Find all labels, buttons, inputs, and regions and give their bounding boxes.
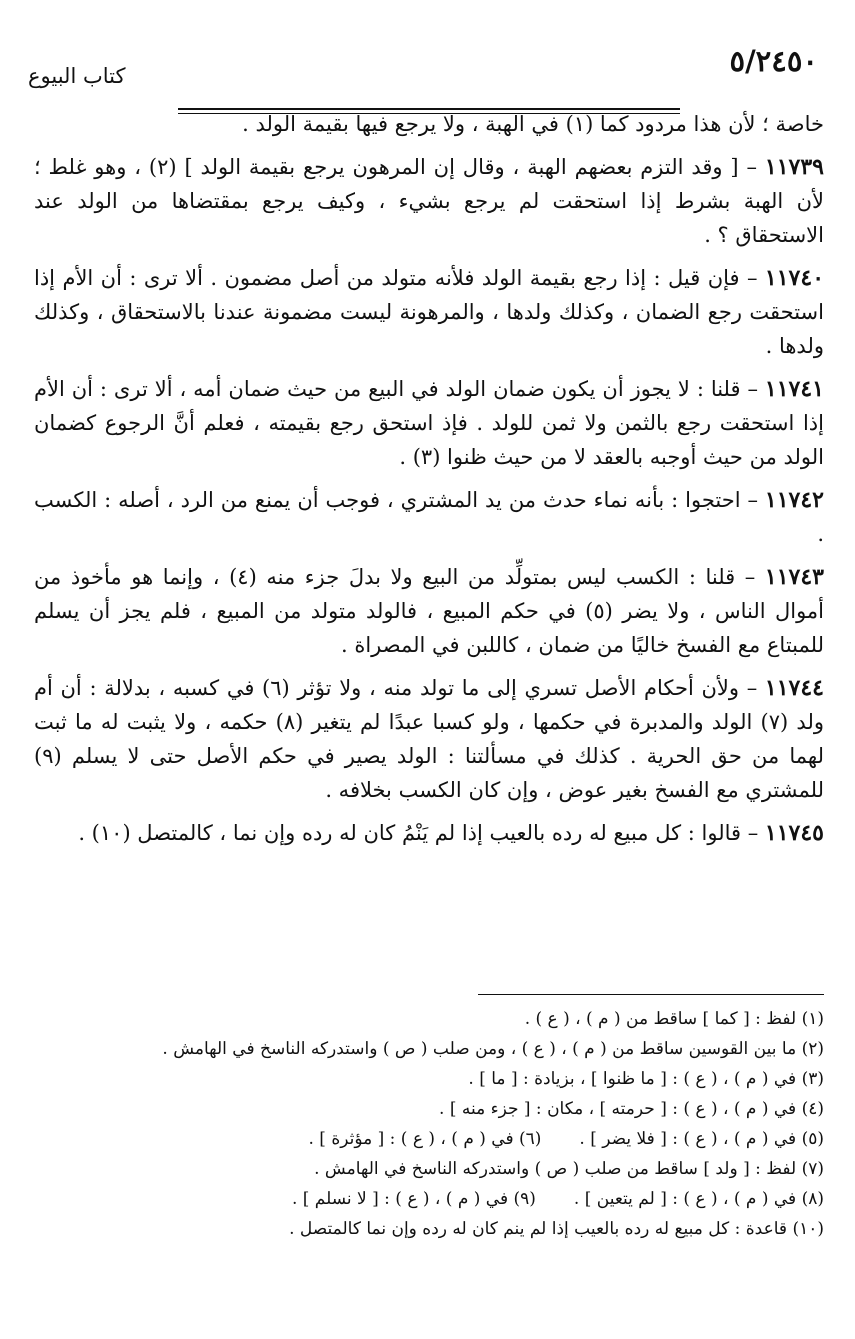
- footnote: (١٠) قاعدة : كل مبيع له رده بالعيب إذا لم ينم كان له رده وإن نما كالمتصل .: [289, 1219, 824, 1239]
- paragraph-text: خاصة ؛ لأن هذا مردود كما (١) في الهبة ، ولا يرجع فيها بقيمة الولد .: [242, 112, 824, 136]
- paragraph-text: – قلنا : الكسب ليس بمتولِّد من البيع ولا بدلَ جزء منه (٤) ، وإنما هو مأخوذ من أموال الناس ، ولا يضر (٥) في حكم المبيع ، فالولد متولد من المبيع ، فلم يجز أن يسلم للمبتاع مع الفسخ خاليًا من ضمان ، كاللبن في المصراة .: [34, 565, 824, 657]
- paragraph-text: – قالوا : كل مبيع له رده بالعيب إذا لم يَنْمُ كان له رده وإن نما ، كالمتصل (١٠) .: [78, 821, 765, 845]
- footnote: (٢) ما بين القوسين ساقط من ( م ) ، ( ع ) ، ومن صلب ( ص ) واستدركه الناسخ في الهامش .: [162, 1039, 824, 1059]
- main-text: [34, 107, 824, 859]
- paragraph: [34, 560, 824, 662]
- paragraph-number: ١١٧٤٣: [764, 564, 824, 590]
- paragraph: [34, 261, 824, 363]
- paragraph-text: – قلنا : لا يجوز أن يكون ضمان الولد في البيع من حيث ضمان أمه ، ألا ترى : أن الأم إذا استحقت رجع بالثمن ولا ثمن للولد . فإذ استحق رجع بقيمته ، فعلم أنَّ الرجوع كضمان الولد من حيث أوجبه بالعقد لا من حيث ظنوا (٣) .: [34, 377, 824, 469]
- page-number: ٥/٢٤٥٠: [729, 44, 818, 78]
- paragraph-number: ١١٧٤٠: [764, 265, 825, 291]
- paragraph-text: – ولأن أحكام الأصل تسري إلى ما تولد منه ، ولا تؤثر (٦) في كسبه ، بدلالة : أن أم ولد (٧) الولد والمدبرة في حكمها ، ولو كسبا عبدًا لم يتغير (٨) حكمه ، ولا يثبت له ما ثبت لهما من حق الحرية . كذلك في مسألتنا : الولد يصير في حكم الأصل حتى لا يسلم (٩) للمشتري مع الفسخ بغير عوض ، وإن كان الكسب بخلافه .: [34, 676, 824, 802]
- footnote: (٧) لفظ : [ ولد ] ساقط من صلب ( ص ) واستدركه الناسخ في الهامش .: [314, 1159, 824, 1179]
- paragraph-number: ١١٧٣٩: [764, 154, 824, 180]
- paragraph-number: ١١٧٤٤: [764, 675, 824, 701]
- paragraph-number: ١١٧٤٥: [764, 820, 824, 846]
- footnote: (٨) في ( م ) ، ( ع ) : [ لم يتعين ] .: [573, 1189, 824, 1209]
- paragraph: [34, 372, 824, 474]
- paragraph-text: – احتجوا : بأنه نماء حدث من يد المشتري ، فوجب أن يمنع من الرد ، أصله : الكسب .: [34, 488, 824, 546]
- paragraph: [34, 483, 824, 551]
- paragraph: [34, 150, 824, 252]
- footnote: (٦) في ( م ) ، ( ع ) : [ مؤثرة ] .: [308, 1129, 542, 1149]
- paragraph-number: ١١٧٤١: [764, 376, 824, 402]
- footnote: (٥) في ( م ) ، ( ع ) : [ فلا يضر ] .: [579, 1129, 824, 1149]
- footnote: (٤) في ( م ) ، ( ع ) : [ حرمته ] ، مكان : [ جزء منه ] .: [439, 1099, 824, 1119]
- paragraph: [34, 671, 824, 807]
- footnote: (٣) في ( م ) ، ( ع ) : [ ما ظنوا ] ، بزيادة : [ ما ] .: [468, 1069, 824, 1089]
- book-title: كتاب البيوع: [28, 64, 126, 88]
- footnote: (١) لفظ : [ كما ] ساقط من ( م ) ، ( ع ) .: [524, 1009, 824, 1029]
- footnote-separator: [478, 994, 824, 995]
- paragraph-number: ١١٧٤٢: [764, 487, 824, 513]
- footnote-pair: [34, 1184, 824, 1214]
- paragraph-text: – فإن قيل : إذا رجع بقيمة الولد فلأنه متولد من أصل مضمون . ألا ترى : أن الأم إذا استحقت رجع الضمان ، وكذلك ولدها ، والمرهونة ليست مضمونة عندنا بالاستحقاق ، وكذلك ولدها .: [34, 266, 824, 358]
- paragraph: [34, 816, 824, 850]
- running-header: [28, 44, 828, 100]
- footnote-pair: [34, 1124, 824, 1154]
- paragraph-text: – [ وقد التزم بعضهم الهبة ، وقال إن المرهون يرجع بقيمة الولد ] (٢) ، وهو غلط ؛ لأن الهبة بشرط إذا استحقت لم يرجع بشيء ، وكيف يرجع بمقتضاها من الولد عند الاستحقاق ؟ .: [34, 155, 824, 247]
- paragraph: [34, 107, 824, 141]
- footnote: (٩) في ( م ) ، ( ع ) : [ لا نسلم ] .: [291, 1189, 536, 1209]
- footnotes: [34, 1004, 824, 1244]
